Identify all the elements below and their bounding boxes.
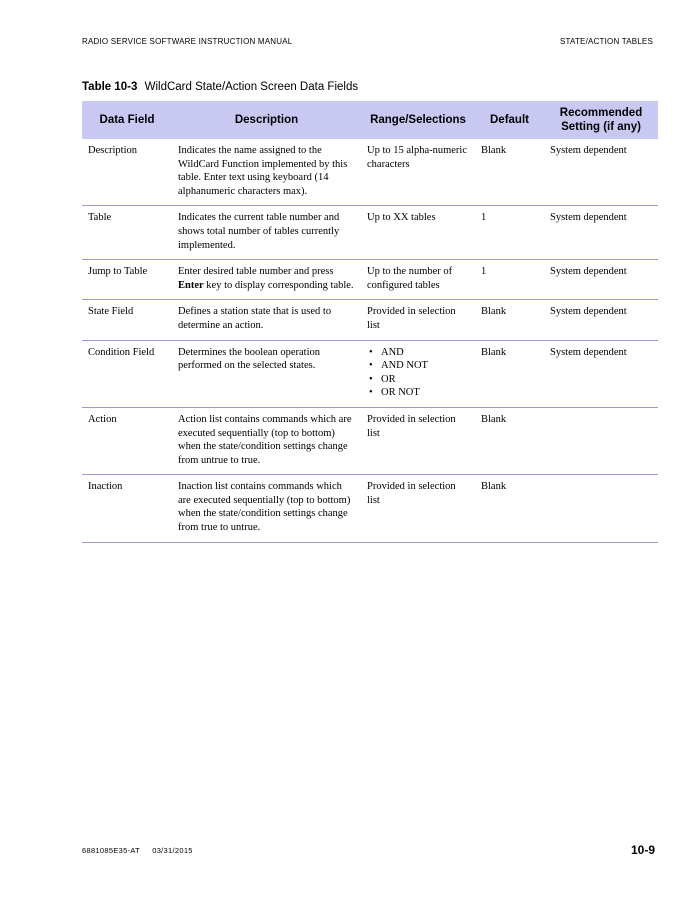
- cell-default: 1: [475, 260, 544, 300]
- column-header-description: Description: [234, 114, 299, 126]
- list-item: • OR NOT: [369, 387, 420, 399]
- description-text: key to display corresponding table.: [206, 279, 354, 291]
- cell-range: Provided in selection list: [361, 300, 475, 340]
- cell-recommended: System dependent: [544, 206, 658, 260]
- column-header-recommended: Recommended Setting (if any): [559, 107, 643, 133]
- table-row: [82, 475, 658, 542]
- list-item: • OR: [369, 373, 396, 385]
- cell-default: Blank: [475, 300, 544, 340]
- data-fields-table: [82, 101, 658, 543]
- cell-range: Up to 15 alpha-numeric characters: [361, 139, 475, 206]
- table-number: Table 10-3: [82, 81, 138, 93]
- cell-recommended: System dependent: [544, 340, 658, 407]
- enter-key-label: Enter: [178, 279, 204, 291]
- cell-recommended: System dependent: [544, 260, 658, 300]
- cell-field: State Field: [82, 300, 172, 340]
- cell-field: Action: [82, 407, 172, 474]
- cell-field: Table: [82, 206, 172, 260]
- column-header-range: Range/Selections: [370, 114, 466, 126]
- cell-field: Description: [82, 139, 172, 206]
- table-row: [82, 139, 658, 206]
- running-header-left: RADIO SERVICE SOFTWARE INSTRUCTION MANUAL: [82, 37, 293, 46]
- cell-default: 1: [475, 206, 544, 260]
- running-header-right: STATE/ACTION TABLES: [559, 37, 653, 46]
- condition-options-list: [367, 346, 471, 400]
- table-caption: [82, 81, 358, 93]
- cell-range: Provided in selection list: [361, 407, 475, 474]
- page-number: 10-9: [630, 843, 655, 857]
- bullet-icon: •: [369, 387, 373, 399]
- bullet-icon: •: [369, 373, 373, 385]
- table-row: [82, 260, 658, 300]
- table-row: [82, 407, 658, 474]
- cell-default: Blank: [475, 340, 544, 407]
- cell-recommended: [544, 407, 658, 474]
- cell-field: Jump to Table: [82, 260, 172, 300]
- cell-range: Up to the number of configured tables: [361, 260, 475, 300]
- cell-field: Inaction: [82, 475, 172, 542]
- cell-description: Indicates the current table number and shows total number of tables currently implemented.: [172, 206, 361, 260]
- table-row: [82, 340, 658, 407]
- cell-recommended: System dependent: [544, 139, 658, 206]
- cell-field: Condition Field: [82, 340, 172, 407]
- column-header-data-field: Data Field: [99, 114, 155, 126]
- cell-default: Blank: [475, 139, 544, 206]
- table-header-row: [82, 101, 658, 139]
- description-text: Enter desired table number and press: [178, 266, 334, 278]
- cell-description: Determines the boolean operation performed on the selected states.: [172, 340, 361, 407]
- bullet-icon: •: [369, 360, 373, 372]
- column-header-default: Default: [490, 114, 529, 126]
- cell-recommended: [544, 475, 658, 542]
- cell-description: [172, 260, 361, 300]
- table-row: [82, 300, 658, 340]
- cell-description: Inaction list contains commands which are executed sequentially (top to bottom) when the state/condition settings change from true to untrue.: [172, 475, 361, 542]
- list-item: • AND NOT: [369, 360, 428, 372]
- document-number: 6881085E35-AT: [82, 846, 140, 855]
- document-date: 03/31/2015: [152, 846, 193, 855]
- cell-default: Blank: [475, 407, 544, 474]
- table-title: WildCard State/Action Screen Data Fields: [144, 81, 359, 93]
- cell-default: Blank: [475, 475, 544, 542]
- cell-range: Up to XX tables: [361, 206, 475, 260]
- bullet-icon: •: [369, 346, 373, 358]
- footer-doc-info: [82, 846, 193, 855]
- table-row: [82, 206, 658, 260]
- cell-recommended: System dependent: [544, 300, 658, 340]
- cell-range: Provided in selection list: [361, 475, 475, 542]
- cell-description: Indicates the name assigned to the WildCard Function implemented by this table. Enter text using keyboard (14 alphanumeric characters max).: [172, 139, 361, 206]
- list-item: • AND: [369, 346, 404, 358]
- cell-description: Action list contains commands which are executed sequentially (top to bottom) when the state/condition settings change from untrue to true.: [172, 407, 361, 474]
- cell-range: [361, 340, 475, 407]
- cell-description: Defines a station state that is used to determine an action.: [172, 300, 361, 340]
